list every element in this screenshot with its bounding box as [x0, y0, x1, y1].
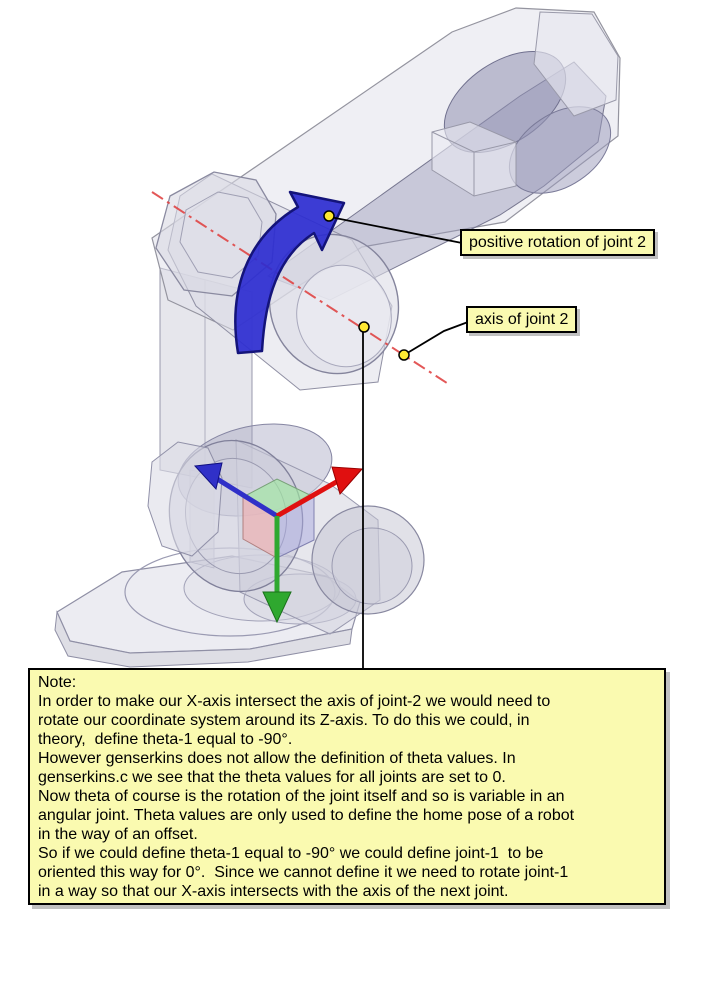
note-line: Now theta of course is the rotation of the joint itself and so is variable in an — [38, 788, 565, 805]
note-line: theory, define theta-1 equal to -90°. — [38, 731, 293, 748]
note-line: genserkins.c we see that the theta values for all joints are set to 0. — [38, 769, 506, 786]
marker-dot-axis-mid — [359, 322, 369, 332]
note-line: rotate our coordinate system around its Z-axis. To do this we could, in — [38, 712, 530, 729]
note-line: in a way so that our X-axis intersects with the axis of the next joint. — [38, 883, 509, 900]
callout-positive-rotation: positive rotation of joint 2 — [460, 229, 655, 256]
marker-dot-axis-far — [399, 350, 409, 360]
leader-axis-label — [404, 322, 468, 355]
note-line: However genserkins does not allow the definition of theta values. In — [38, 750, 516, 767]
note-line: oriented this way for 0°. Since we cannot define it we need to rotate joint-1 — [38, 864, 569, 881]
note-line: So if we could define theta-1 equal to -90° we could define joint-1 to be — [38, 845, 544, 862]
callout-axis-of-joint: axis of joint 2 — [466, 306, 577, 333]
note-title: Note: — [38, 674, 77, 691]
marker-dot-rotation — [324, 211, 334, 221]
note-line: angular joint. Theta values are only used to define the home pose of a robot — [38, 807, 575, 824]
note-line: in the way of an offset. — [38, 826, 198, 843]
note-box — [28, 668, 666, 905]
note-line: In order to make our X-axis intersect the axis of joint-2 we would need to — [38, 693, 551, 710]
